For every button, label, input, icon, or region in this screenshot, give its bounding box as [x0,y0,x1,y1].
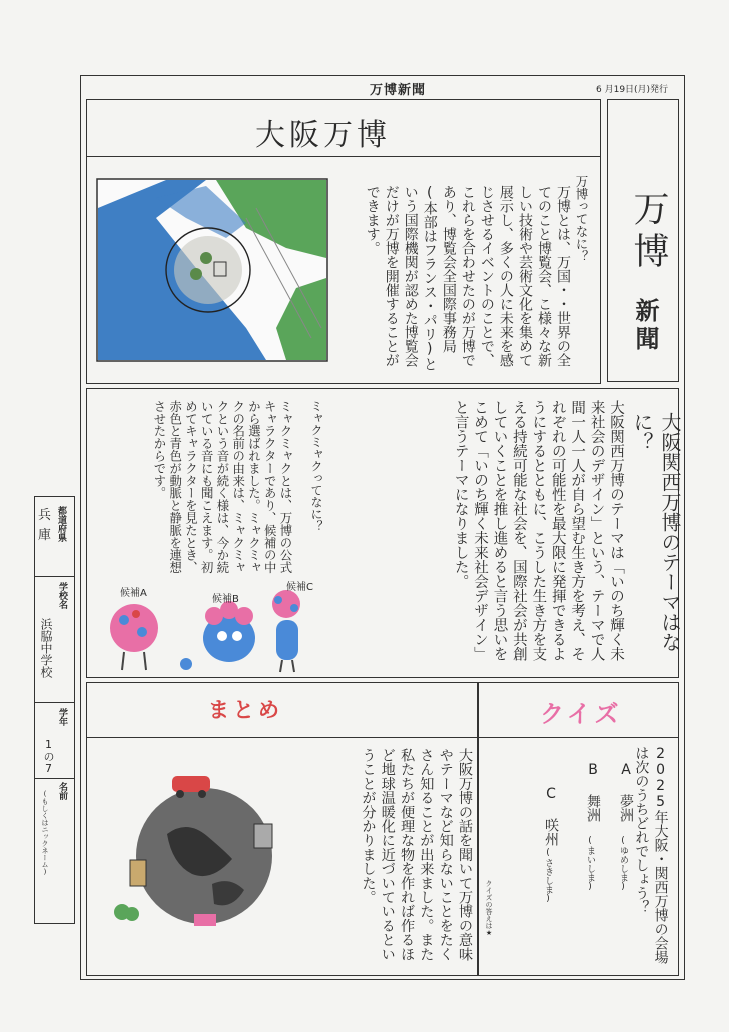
earth-illustration [112,764,292,934]
prefecture-value-2: 庫 [38,528,52,543]
top-question: 万博ってなに？ [574,175,589,263]
matome-body: 大阪万博の話を聞いて万博の意味やテーマなど知らないことをたくさん知ることが出来ました。また私たちが便理な物を作れば作るほど地球温暖化に近づいているということが分かりました。 [360,748,473,961]
quiz-choice-a: A 夢洲 [618,762,634,822]
quiz-title: クイズ [540,700,623,728]
quiz-choice-b-reading: (まいしま) [585,836,595,892]
quiz-choice-b: B 舞洲 [585,762,601,822]
quiz-question: 2025年大阪・関西万博の会場は次のうちどれでしょう？ [633,746,669,964]
theme-body: 大阪関西万博のテーマは「いのち輝く未来社会のデザイン」という、テーマで人間一人一人が自ら望む生き方を考え、それぞれの可能性を最大限に発揮できるようにするとともに、こうした生き方を支える持続可能な社会を、国際社会が共創していくことを推し進めると言う思いをこめて「いのち輝く未来社会デザイン」と言うテーマになりました。 [452,400,624,661]
map-illustration [96,178,328,362]
candidate-b-label: 候補B [212,594,239,605]
quiz-choice-c-reading: (さきしま) [543,848,553,904]
headline: 大阪万博 [255,118,391,153]
quiz-choice-a-reading: (ゆめしま) [618,836,628,892]
school-label: 学校名 [57,582,67,609]
matome-title: まとめ [208,698,283,722]
header-title: 万博新聞 [370,83,427,98]
name-note: (もしくはニックネーム) [41,790,49,876]
prefecture-label: 都道府県 [56,506,66,542]
quiz-answer-note: クイズの答えは★ [485,880,493,937]
myaku-question: ミャクミャクってなに？ [309,400,323,532]
candidate-a-label: 候補A [120,588,147,599]
theme-heading: 大阪関西万博のテーマはなに？ [630,412,682,652]
school-value: 浜脇中学校 [39,618,53,678]
quiz-choice-c: C 咲州 [543,786,559,846]
myaku-body: ミャクミャクとは、万博の公式キャラクターであり、候補の中から選ばれました。ミャクミャクの名前の由来は、ミャクミャクという音が続く様は、今か続いている音にも聞こえます。初めてキャラクターを見たとき、赤色と青色が動脈と静脈を連想させたからです。 [152,400,293,574]
name-label: 名前 [57,782,67,800]
sidebar-divider [34,778,75,779]
sidebar-divider [34,702,75,703]
prefecture-value-1: 兵 [38,508,52,523]
grade-value: 1の7 [42,738,55,775]
sidebar-divider [34,576,75,577]
masthead-sub: 新聞 [631,298,659,354]
issue-date: 6 月19日(月)発行 [596,85,669,95]
grade-label: 学年 [57,708,67,726]
candidate-c-label: 候補C [286,582,313,593]
top-body: 万博とは、万国・・世界の全てのこと博覧会、こ様々な新しい技術や芸術文化を集めて展示し、多くの人に未来を感じさせるイベントのことで、これらを合わせたのが万博であり、博覧会全国際事務局(本部はフランス・パリ)という国際機関が認めた博覧会だけが万博を開催することができます。 [364,185,571,371]
masthead-title: 万博 [628,190,669,274]
